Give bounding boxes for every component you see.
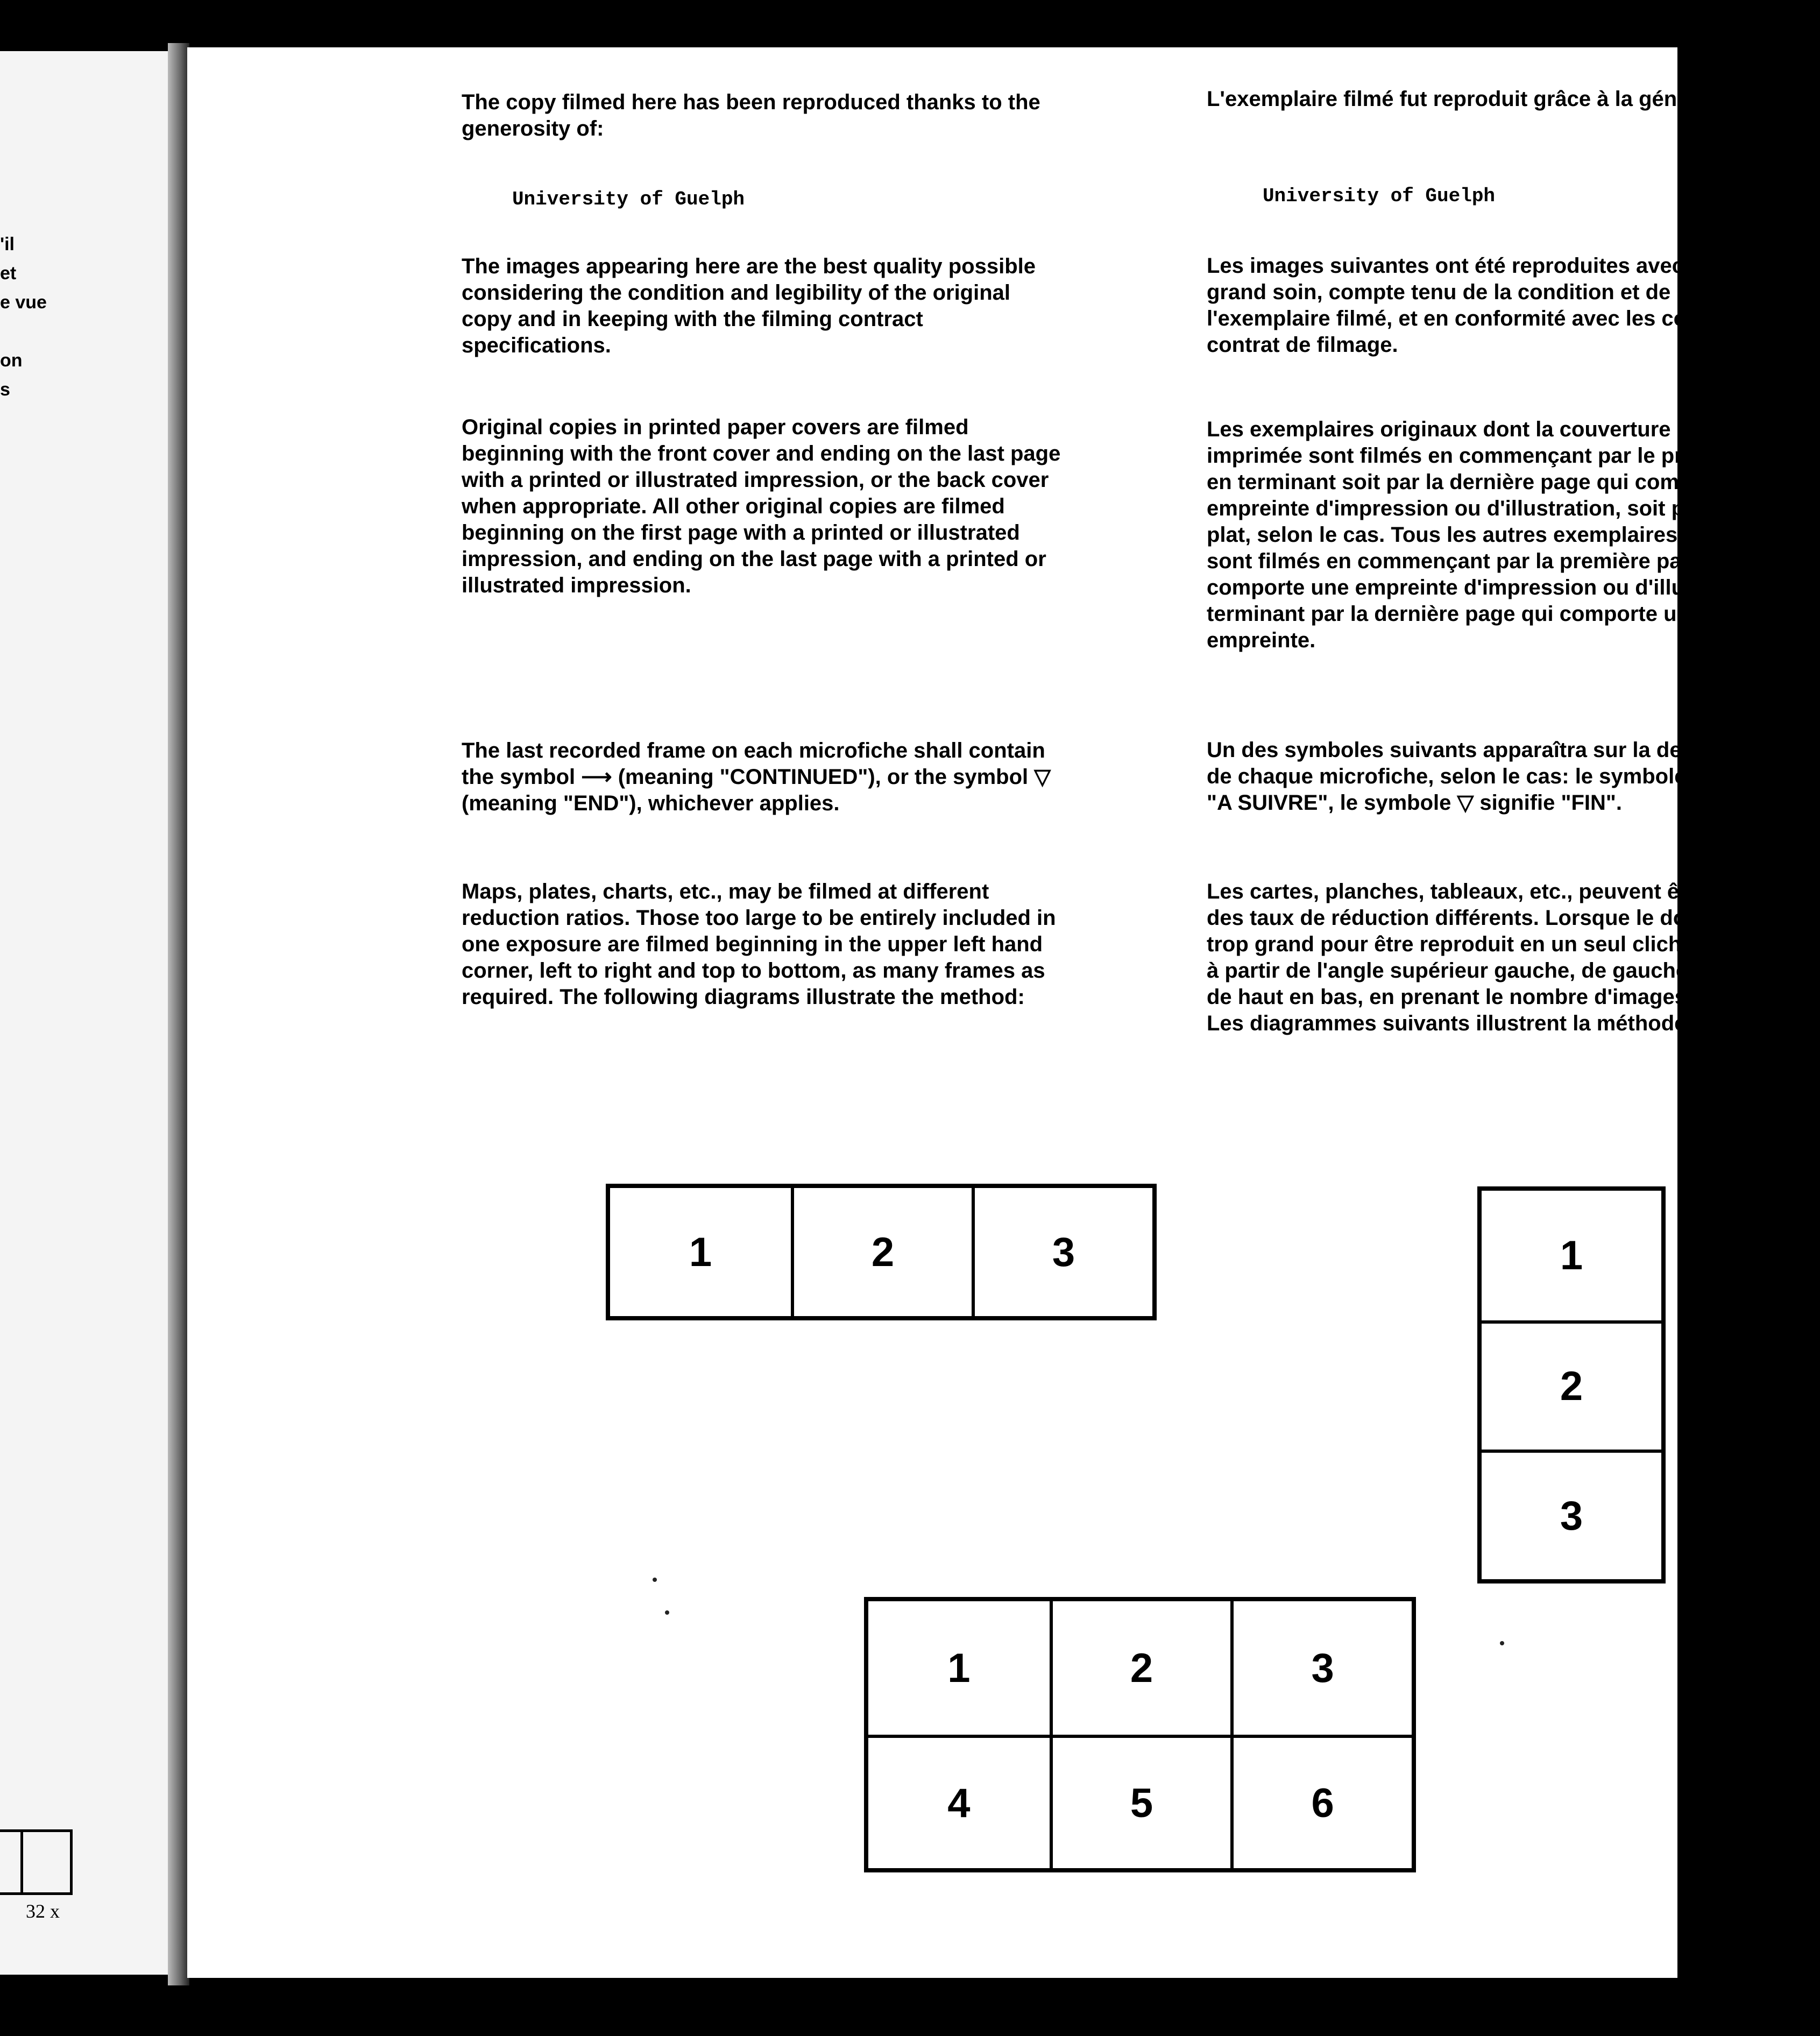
prev-page-fragment: et — [0, 263, 17, 284]
frame-cell: 2 — [1050, 1601, 1231, 1735]
fr-symbols-text-3: signifie "FIN". — [1474, 791, 1622, 815]
en-symbols-text-3: (meaning "END"), whichever applies. — [462, 791, 840, 815]
grid-frame-diagram — [864, 1597, 1416, 1872]
en-quality-paragraph: The images appearing here are the best quality possible considering the condition and legibility of the original copy and in keeping with the filming contract specifications. — [462, 254, 1036, 357]
frame-cell: 4 — [868, 1735, 1050, 1868]
frame-cell: 2 — [1482, 1320, 1661, 1450]
frame-cell: 1 — [689, 1229, 712, 1275]
en-institution: University of Guelph — [512, 188, 745, 210]
en-intro: The copy filmed here has been reproduced thanks to the generosity of: — [462, 90, 1040, 140]
en-covers-paragraph: Original copies in printed paper covers are filmed beginning with the front cover and ending on the last page with a printed or illustrated impression, or the back cover when appropriate. All other original copies are filmed beginning on the first page with a printed or illustrated impression, and ending on the last page with a printed or illustrated impression. — [462, 415, 1061, 597]
fr-symbols-text-2: signifie "A SUIVRE", le symbole — [1207, 765, 1805, 815]
end-triangle-icon: ▽ — [1457, 791, 1474, 815]
arrow-continued-icon: ⟶ — [1692, 765, 1723, 788]
prev-page-fragment: e vue — [0, 292, 47, 313]
prev-page-fragment: s — [0, 379, 10, 400]
end-triangle-icon: ▽ — [1034, 765, 1051, 789]
fr-symbols-paragraph — [1207, 737, 1820, 816]
page-gutter-shadow — [168, 43, 189, 1985]
fr-covers-paragraph: Les exemplaires originaux dont la couverture en papier est imprimée sont filmés en commençant par le premier plat et en terminant soit par la dernière page qui comporte une empreinte d'impression ou d'illustration, soit par le second plat, selon le cas. Tous les autres exemplaires originaux sont filmés en commençant par la première page qui comporte une empreinte d'impression ou d'illustration et en terminant par la dernière page qui comporte une telle empreinte. — [1207, 418, 1820, 652]
prev-page-fragment: 'il — [0, 234, 15, 254]
fr-maps-paragraph: Les cartes, planches, tableaux, etc., peuvent être filmés à des taux de réduction différents. Lorsque le document est trop grand pour être reproduit en un seul cliché, il est filmé à partir de l'angle supérieur gauche, de gauche à droite, et de haut en bas, en prenant le nombre d'images nécessaire. Les diagrammes suivants illustrent la méthode. — [1207, 880, 1811, 1035]
fr-institution: University of Guelph — [1262, 185, 1496, 207]
en-symbols-paragraph — [462, 738, 1064, 817]
dust-speck — [665, 1610, 669, 1615]
frame-cell: 6 — [1230, 1735, 1412, 1868]
en-symbols-text-2: (meaning "CONTINUED"), or the symbol — [612, 765, 1035, 789]
fr-symbols-text-1: Un des symboles suivants apparaîtra sur la dernière image de chaque microfiche, selon le cas: le symbole — [1207, 738, 1810, 788]
main-page — [187, 47, 1820, 1978]
horizontal-frame-diagram — [606, 1184, 1157, 1320]
frame-cell: 3 — [1482, 1450, 1661, 1579]
dust-speck — [1500, 1641, 1504, 1645]
frame-cell: 3 — [972, 1188, 1152, 1316]
vertical-frame-diagram — [1477, 1186, 1666, 1583]
frame-cell: 1 — [947, 1645, 971, 1691]
en-symbols-text-1: The last recorded frame on each microfiche shall contain the symbol — [462, 739, 1045, 789]
en-maps-paragraph: Maps, plates, charts, etc., may be filmed at different reduction ratios. Those too large to be entirely included in one exposure are filmed beginning in the upper left hand corner, left to right and top to bottom, as many frames as required. The following diagrams illustrate the method: — [462, 880, 1056, 1009]
frame-cell: 5 — [1050, 1735, 1231, 1868]
frame-cell: 2 — [791, 1188, 972, 1316]
prev-page-reduction-box — [0, 1829, 73, 1895]
frame-cell: 3 — [1230, 1601, 1412, 1735]
fr-intro: L'exemplaire filmé fut reproduit grâce à la générosité de: — [1207, 87, 1786, 111]
reduction-ratio-label: 32 x — [26, 1900, 60, 1922]
prev-page-fragment: on — [0, 350, 23, 371]
arrow-continued-icon: ⟶ — [581, 765, 612, 789]
frame-cell: 1 — [1560, 1232, 1583, 1278]
previous-page-edge — [0, 51, 178, 1975]
fr-quality-paragraph: Les images suivantes ont été reproduites avec le plus grand soin, compte tenu de la condition et de la netteté de l'exemplaire filmé, et en conformité avec les conditions du contrat de filmage. — [1207, 254, 1803, 357]
dust-speck — [653, 1578, 657, 1582]
